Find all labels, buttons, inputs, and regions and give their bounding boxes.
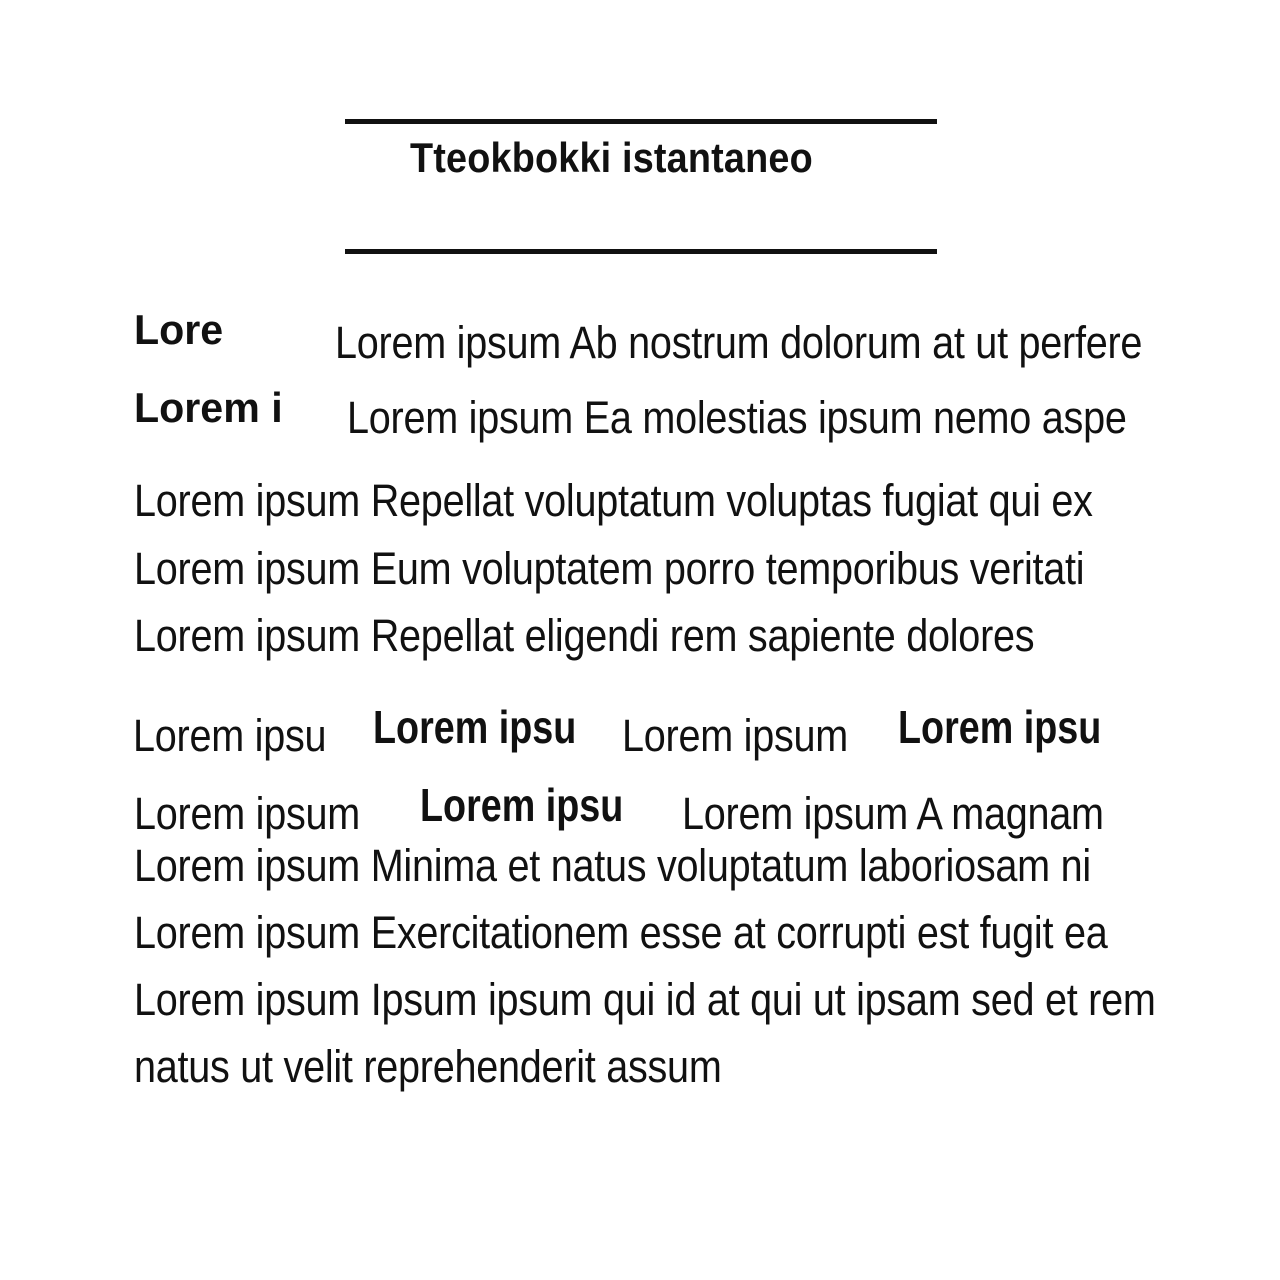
title-rule-top [345, 119, 937, 124]
title-rule-bottom [345, 249, 937, 254]
row1-text: Lorem ipsum Ab nostrum dolorum at ut perfere [335, 317, 1143, 368]
mixed-row1-seg1: Lorem ipsu [133, 710, 327, 761]
mixed-row1-seg4-bold: Lorem ipsu [898, 701, 1102, 753]
paragraph1-line2: Lorem ipsum Eum voluptatem porro temporibus veritati [134, 543, 1085, 594]
paragraph2-line4: natus ut velit reprehenderit assum [134, 1041, 722, 1092]
paragraph2-line1: Lorem ipsum Minima et natus voluptatum laboriosam ni [134, 840, 1091, 891]
paragraph2-line2: Lorem ipsum Exercitationem esse at corrupti est fugit ea [134, 907, 1108, 958]
mixed-row2-seg2-bold: Lorem ipsu [420, 779, 624, 831]
paragraph1-line3: Lorem ipsum Repellat eligendi rem sapiente dolores [134, 610, 1035, 661]
mixed-row2-seg1: Lorem ipsum [134, 788, 360, 839]
row2-label: Lorem i [134, 384, 283, 431]
page-title: Tteokbokki istantaneo [410, 134, 813, 181]
mixed-row1-seg3: Lorem ipsum [622, 710, 848, 761]
row1-label: Lore [134, 306, 224, 353]
paragraph1-line1: Lorem ipsum Repellat voluptatum voluptas fugiat qui ex [134, 475, 1093, 526]
mixed-row2-seg3: Lorem ipsum A magnam [682, 788, 1104, 839]
paragraph2-line3: Lorem ipsum Ipsum ipsum qui id at qui ut ipsam sed et rem [134, 974, 1156, 1025]
row2-text: Lorem ipsum Ea molestias ipsum nemo aspe [347, 392, 1127, 443]
mixed-row1-seg2-bold: Lorem ipsu [373, 701, 577, 753]
